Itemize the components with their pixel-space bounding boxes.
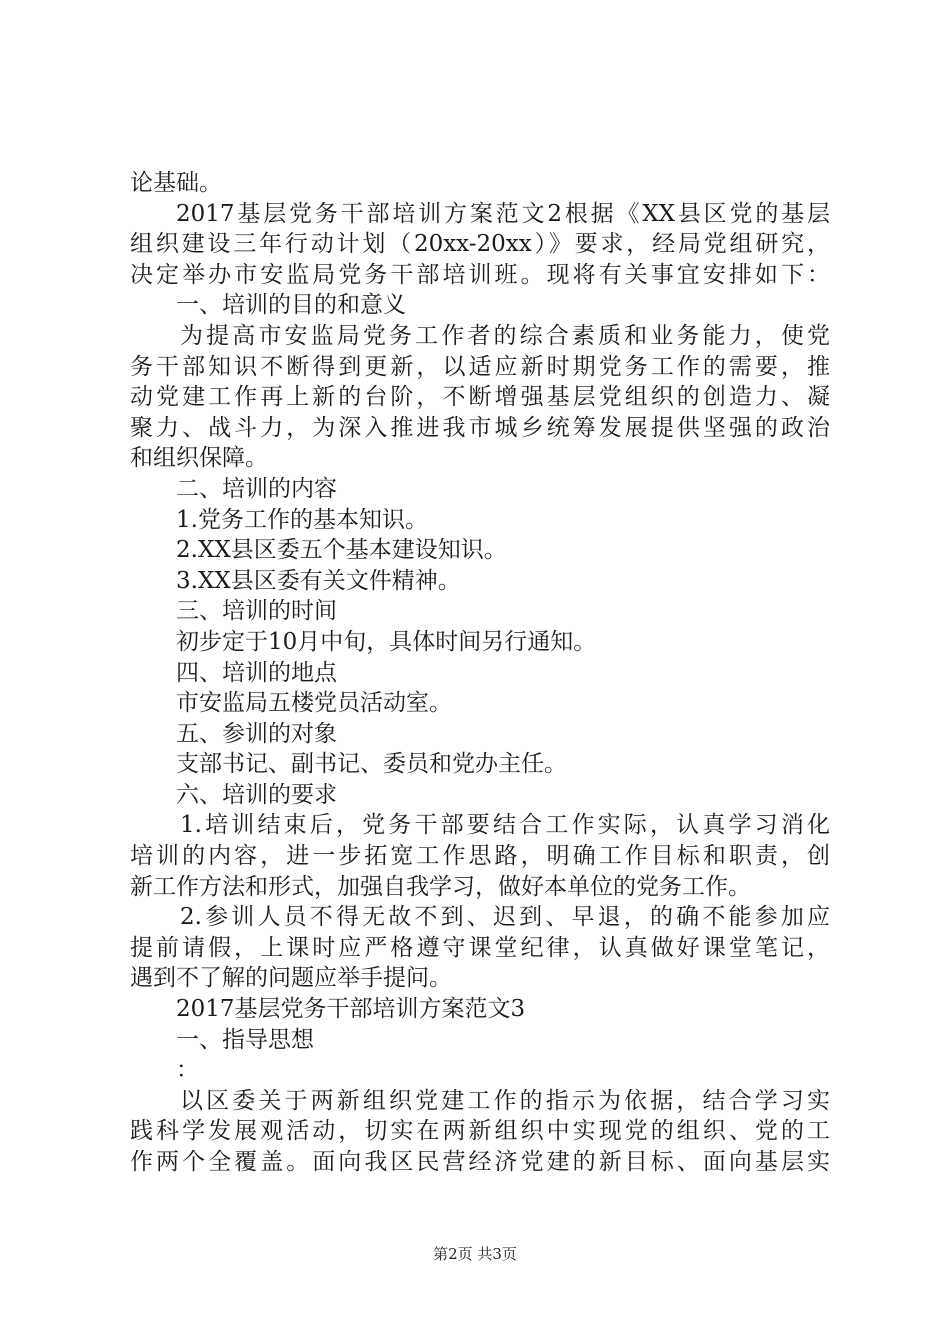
text-line: 2017基层党务干部培训方案范文2根据《XX县区党的基层 xyxy=(176,200,830,227)
text-line: 1.培训结束后，党务干部要结合工作实际，认真学习消化 xyxy=(180,812,830,839)
text-line: 新工作方法和形式，加强自我学习，做好本单位的党务工作。 xyxy=(130,873,751,900)
text-line: 一、培训的目的和意义 xyxy=(176,292,406,319)
text-line: 决定举办市安监局党务干部培训班。现将有关事宜安排如下： xyxy=(130,261,830,288)
text-line: 四、培训的地点 xyxy=(176,659,337,686)
text-line: 务干部知识不断得到更新，以适应新时期党务工作的需要，推 xyxy=(130,353,830,380)
text-line: 以区委关于两新组织党建工作的指示为依据，结合学习实 xyxy=(180,1087,830,1114)
text-line: 二、培训的内容 xyxy=(176,475,337,502)
text-line: 聚力、战斗力，为深入推进我市城乡统筹发展提供坚强的政治 xyxy=(130,414,830,441)
text-line: 组织建设三年行动计划（20xx-20xx）》要求，经局党组研究， xyxy=(130,231,830,258)
page-footer: 第2页 共3页 xyxy=(433,1245,517,1263)
text-line: 动党建工作再上新的台阶，不断增强基层党组织的创造力、凝 xyxy=(130,384,830,411)
text-line: 三、培训的时间 xyxy=(176,598,337,625)
text-line: 作两个全覆盖。面向我区民营经济党建的新目标、面向基层实 xyxy=(130,1149,830,1175)
text-line: 2017基层党务干部培训方案范文3 xyxy=(176,996,526,1023)
document-body xyxy=(130,168,830,1178)
text-line: 践科学发展观活动，切实在两新组织中实现党的组织、党的工 xyxy=(130,1118,830,1145)
text-line: 遇到不了解的问题应举手提问。 xyxy=(130,965,452,992)
text-line: 市安监局五楼党员活动室。 xyxy=(176,690,452,717)
text-line: 2.参训人员不得无故不到、迟到、早退，的确不能参加应 xyxy=(180,904,830,931)
text-line: 提前请假，上课时应严格遵守课堂纪律，认真做好课堂笔记， xyxy=(130,934,830,961)
text-line: 和组织保障。 xyxy=(130,445,268,472)
text-line: 支部书记、副书记、委员和党办主任。 xyxy=(176,751,567,778)
text-line: 六、培训的要求 xyxy=(176,781,337,808)
text-line: 论基础。 xyxy=(130,170,222,196)
text-line: ： xyxy=(176,1057,199,1084)
text-line: 为提高市安监局党务工作者的综合素质和业务能力，使党 xyxy=(180,322,830,349)
text-line: 五、参训的对象 xyxy=(176,720,337,747)
text-line: 3.XX县区委有关文件精神。 xyxy=(176,567,461,594)
text-line: 培训的内容，进一步拓宽工作思路，明确工作目标和职责，创 xyxy=(130,843,830,870)
text-line: 一、指导思想 xyxy=(176,1026,314,1053)
text-line: 初步定于10月中旬，具体时间另行通知。 xyxy=(176,628,597,655)
text-line: 2.XX县区委五个基本建设知识。 xyxy=(176,537,507,564)
text-line: 1.党务工作的基本知识。 xyxy=(176,506,428,533)
